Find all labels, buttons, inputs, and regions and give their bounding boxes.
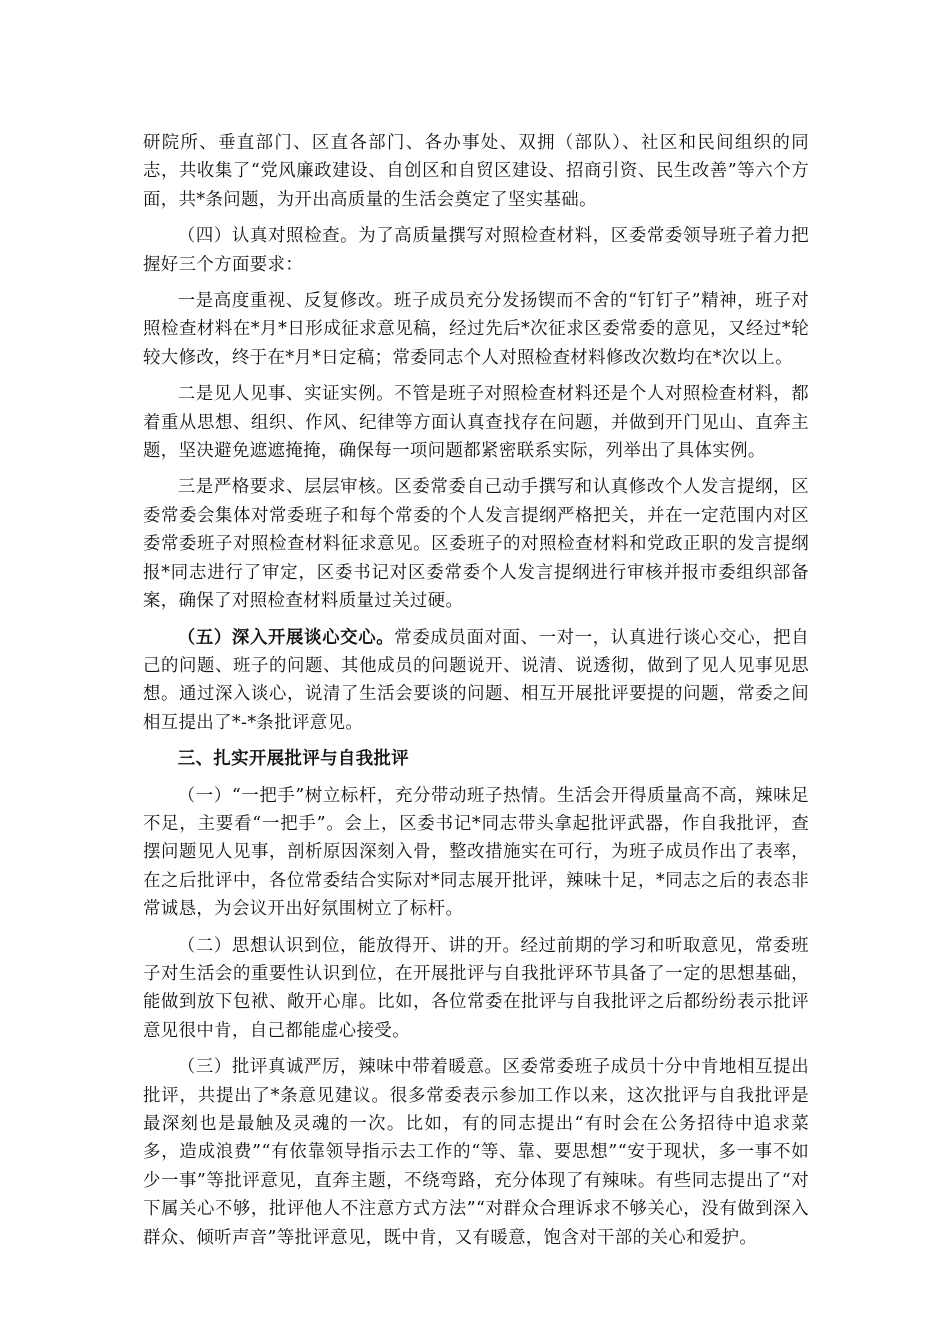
paragraph-text: 二是见人见事、实证实例。不管是班子对照检查材料还是个人对照检查材料，都着重从思想、组织、作风、纪律等方面认真查找存在问题，并做到开门见山、直奔主题，坚决避免遮遮掩掩，确保每一项问题都紧密联系实际，列举出了具体实例。 [143, 384, 809, 462]
paragraph-point-3 [143, 473, 809, 615]
paragraph-text: （一）“一把手”树立标杆，充分带动班子热情。生活会开得质量高不高，辣味足不足，主要看“一把手”。会上，区委书记*同志带头拿起批评武器，作自我批评，查摆问题见人见事，剖析原因深刻入骨，整改措施实在可行，为班子成员作出了表率，在之后批评中，各位常委结合实际对*同志展开批评，辣味十足，*同志之后的表态非常诚恳，为会议开出好氛围树立了标杆。 [143, 785, 809, 920]
paragraph-text: （三）批评真诚严厉，辣味中带着暖意。区委常委班子成员十分中肯地相互提出批评，共提出了*条意见建议。很多常委表示参加工作以来，这次批评与自我批评是最深刻也是最触及灵魂的一次。比如，有的同志提出“有时会在公务招待中追求菜多，造成浪费”“有依靠领导指示去工作的“等、靠、要思想”“安于现状，多一事不如少一事”等批评意见，直奔主题，不绕弯路，充分体现了有辣味。有些同志提出了“对下属关心不够，批评他人不注意方式方法”“对群众合理诉求不够关心，没有做到深入群众、倾听声音”等批评意见，既中肯，又有暖意，饱含对干部的关心和爱护。 [143, 1057, 809, 1248]
paragraph-section-4 [143, 222, 809, 279]
paragraph-point-1 [143, 287, 809, 372]
paragraph-text: 三是严格要求、层层审核。区委常委自己动手撰写和认真修改个人发言提纲，区委常委会集体对常委班子和每个常委的个人发言提纲严格把关，并在一定范围内对区委常委班子对照检查材料征求意见。区委班子的对照检查材料和党政正职的发言提纲报*同志进行了审定，区委书记对区委常委个人发言提纲进行审核并报市委组织部备案，确保了对照检查材料质量过关过硬。 [143, 477, 809, 612]
section-heading-3: 三、扎实开展批评与自我批评 [177, 749, 410, 770]
paragraph-item-2 [143, 932, 809, 1046]
paragraph-text: 一是高度重视、反复修改。班子成员充分发扬锲而不舍的“钉钉子”精神，班子对照检查材料在*月*日形成征求意见稿，经过先后*次征求区委常委的意见，又经过*轮较大修改，终于在*月*日定稿；常委同志个人对照检查材料修改次数均在*次以上。 [143, 291, 809, 368]
document-body [143, 129, 809, 1260]
paragraph-text: （二）思想认识到位，能放得开、讲的开。经过前期的学习和听取意见，常委班子对生活会的重要性认识到位，在开展批评与自我批评环节具备了一定的思想基础，能做到放下包袱、敞开心扉。比如，各位常委在批评与自我批评之后都纷纷表示批评意见很中肯，自己都能虚心接受。 [143, 935, 809, 1041]
paragraph-text: 常委成员面对面、一对一，认真进行谈心交心，把自己的问题、班子的问题、其他成员的问题说开、说清、说透彻，做到了见人见事见思想。通过深入谈心，说清了生活会要谈的问题、相互开展批评要提的问题，常委之间相互提出了*-*条批评意见。 [143, 627, 809, 733]
paragraph-item-3 [143, 1053, 809, 1252]
paragraph-item-1 [143, 782, 809, 924]
paragraph-section-5 [143, 624, 809, 738]
paragraph-text: （四）认真对照检查。为了高质量撰写对照检查材料，区委常委领导班子着力把握好三个方面要求： [143, 226, 809, 275]
paragraph-point-2 [143, 380, 809, 465]
paragraph-text: 研院所、垂直部门、区直各部门、各办事处、双拥（部队）、社区和民间组织的同志，共收集了“党风廉政建设、自创区和自贸区建设、招商引资、民生改善”等六个方面，共*条问题，为开出高质量的生活会奠定了坚实基础。 [143, 133, 809, 210]
paragraph-continuation [143, 129, 809, 214]
paragraph-lead-bold: （五）深入开展谈心交心。 [177, 627, 395, 648]
